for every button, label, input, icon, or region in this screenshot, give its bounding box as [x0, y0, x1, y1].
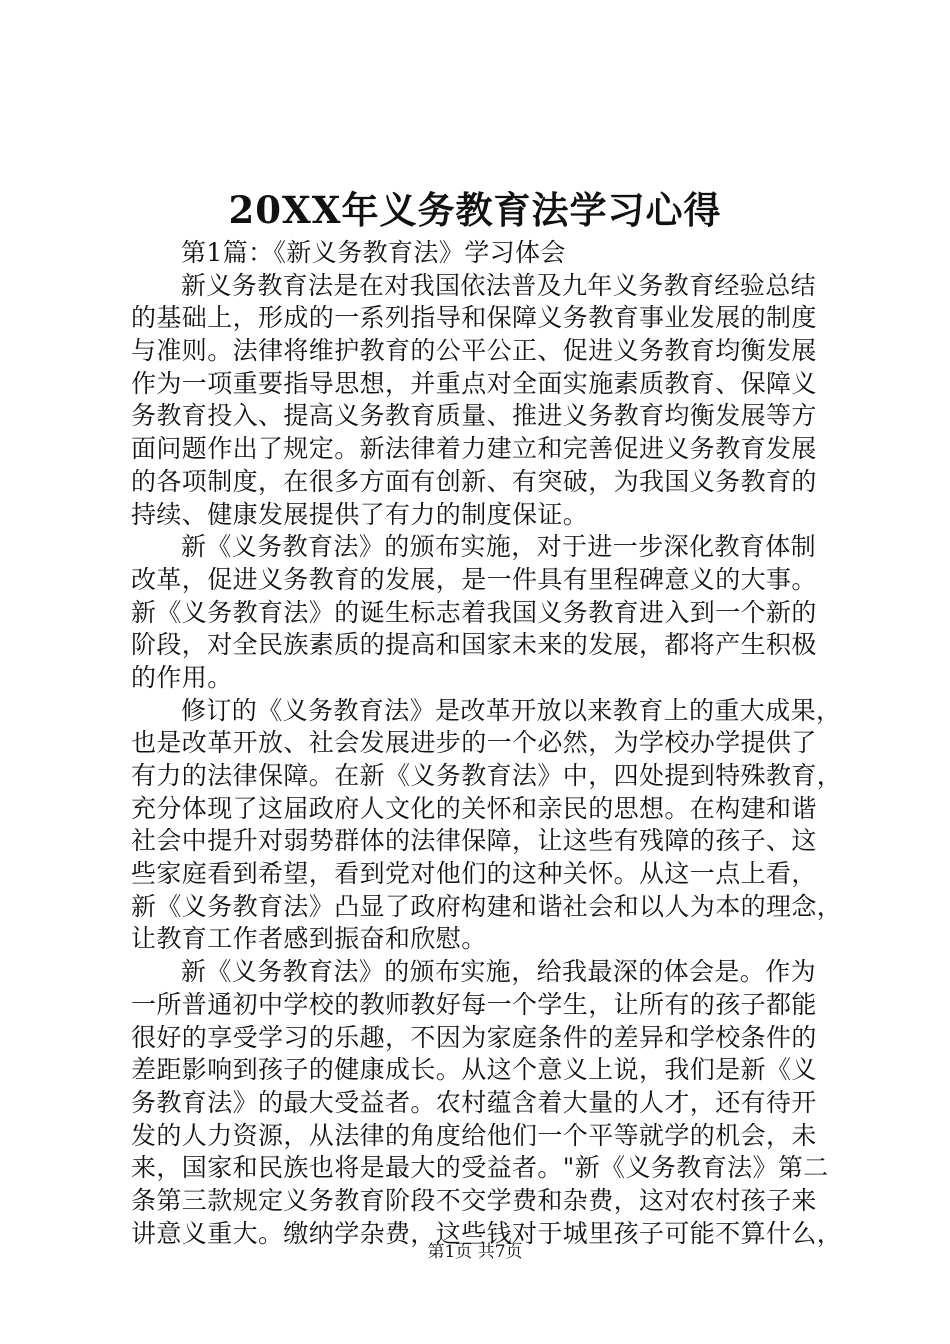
text-line: 有力的法律保障。在新《义务教育法》中，四处提到特殊教育， — [131, 761, 843, 790]
text-line: 持续、健康发展提供了有力的制度保证。 — [131, 499, 589, 529]
text-line: 务教育投入、提高义务教育质量、推进义务教育均衡发展等方 — [131, 401, 817, 431]
text-line: 阶段，对全民族素质的提高和国家未来的发展，都将产生积极 — [131, 630, 817, 660]
text-line: 务教育法》的最大受益者。农村蕴含着大量的人才，还有待开 — [131, 1087, 817, 1117]
section-heading: 第1篇：《新义务教育法》学习体会 — [181, 238, 566, 267]
text-line: 新义务教育法是在对我国依法普及九年义务教育经验总结 — [181, 270, 817, 300]
text-line: 新《义务教育法》的诞生标志着我国义务教育进入到一个新的 — [131, 597, 817, 627]
text-line: 新《义务教育法》凸显了政府构建和谐社会和以人为本的理念， — [131, 891, 843, 921]
text-line: 社会中提升对弱势群体的法律保障，让这些有残障的孩子、这 — [131, 826, 817, 856]
text-line: 的作用。 — [131, 662, 233, 692]
text-line: 差距影响到孩子的健康成长。从这个意义上说，我们是新《义 — [131, 1055, 817, 1085]
text-line: 也是改革开放、社会发展进步的一个必然，为学校办学提供了 — [131, 728, 817, 758]
text-line: 作为一项重要指导思想，并重点对全面实施素质教育、保障义 — [131, 368, 817, 398]
text-line: 讲意义重大。缴纳学杂费，这些钱对于城里孩子可能不算什么， — [131, 1218, 843, 1248]
text-line: 条第三款规定义务教育阶段不交学费和杂费，这对农村孩子来 — [131, 1185, 817, 1215]
text-line: 些家庭看到希望，看到党对他们的这种关怀。从这一点上看， — [131, 859, 817, 889]
text-line: 一所普通初中学校的教师教好每一个学生，让所有的孩子都能 — [131, 989, 817, 1019]
text-line: 新《义务教育法》的颁布实施，给我最深的体会是。作为 — [181, 957, 817, 987]
text-line: 发的人力资源，从法律的角度给他们一个平等就学的机会，未 — [131, 1120, 817, 1150]
text-line: 新《义务教育法》的颁布实施，对于进一步深化教育体制 — [181, 532, 817, 562]
text-line: 改革，促进义务教育的发展，是一件具有里程碑意义的大事。 — [131, 564, 817, 594]
document-title: 20XX年义务教育法学习心得 — [228, 188, 722, 232]
text-line: 让教育工作者感到振奋和欣慰。 — [131, 924, 487, 954]
page-footer: 第1页 共7页 — [427, 1242, 523, 1262]
text-line: 的各项制度，在很多方面有创新、有突破，为我国义务教育的 — [131, 466, 817, 496]
text-line: 的基础上，形成的一系列指导和保障义务教育事业发展的制度 — [131, 303, 817, 333]
text-line: 很好的享受学习的乐趣，不因为家庭条件的差异和学校条件的 — [131, 1022, 817, 1052]
text-line: 与准则。法律将维护教育的公平公正、促进义务教育均衡发展 — [131, 336, 817, 366]
document-body — [131, 237, 843, 1250]
text-line: 修订的《义务教育法》是改革开放以来教育上的重大成果， — [181, 695, 842, 725]
text-line: 来，国家和民族也将是最大的受益者。"新《义务教育法》第二 — [131, 1153, 829, 1183]
text-line: 充分体现了这届政府人文化的关怀和亲民的思想。在构建和谐 — [131, 793, 817, 823]
text-line: 面问题作出了规定。新法律着力建立和完善促进义务教育发展 — [131, 434, 817, 464]
